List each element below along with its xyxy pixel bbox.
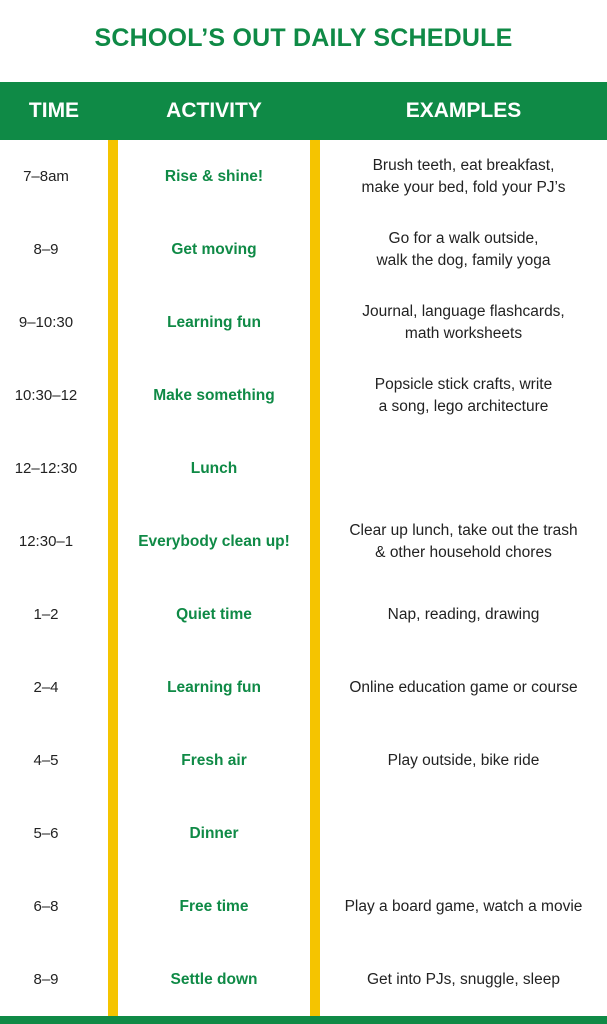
row-examples: Journal, language flashcards, math worksheets [362, 302, 565, 342]
row-activity: Everybody clean up! [138, 532, 290, 550]
row-activity: Get moving [171, 240, 257, 258]
row-time: 9–10:30 [18, 314, 74, 331]
row-examples: Play a board game, watch a movie [344, 897, 583, 915]
divider-right [310, 140, 320, 1016]
row-examples: Popsicle stick crafts, write a song, lego architecture [374, 375, 553, 415]
table-row [0, 797, 607, 870]
row-time: 12–12:30 [14, 460, 78, 477]
row-activity: Rise & shine! [164, 167, 264, 185]
row-activity: Learning fun [167, 678, 261, 696]
row-time: 10:30–12 [14, 387, 78, 404]
table-row [0, 140, 607, 213]
schedule-rows [0, 140, 607, 1016]
table-row [0, 286, 607, 359]
row-time: 8–9 [33, 241, 59, 258]
row-activity: Learning fun [167, 313, 261, 331]
table-row [0, 943, 607, 1016]
page-title: SCHOOL’S OUT DAILY SCHEDULE [94, 24, 513, 52]
table-row [0, 651, 607, 724]
row-time: 6–8 [33, 898, 59, 915]
row-activity: Make something [153, 386, 275, 404]
row-activity: Lunch [190, 459, 238, 477]
row-activity: Quiet time [176, 605, 252, 623]
table-row [0, 724, 607, 797]
header-time: TIME [28, 99, 80, 122]
row-examples [320, 797, 607, 870]
bottom-bar [0, 1016, 607, 1024]
table-row [0, 578, 607, 651]
row-activity: Dinner [189, 824, 239, 842]
row-examples: Clear up lunch, take out the trash & other household chores [349, 521, 578, 561]
row-examples: Go for a walk outside, walk the dog, family yoga [376, 229, 551, 269]
row-examples: Nap, reading, drawing [387, 605, 540, 623]
row-time: 4–5 [33, 752, 59, 769]
table-row [0, 359, 607, 432]
row-examples: Play outside, bike ride [387, 751, 540, 769]
table-header [0, 82, 607, 140]
row-activity: Fresh air [181, 751, 247, 769]
row-time: 5–6 [33, 825, 59, 842]
header-activity: ACTIVITY [166, 99, 262, 122]
row-examples: Brush teeth, eat breakfast, make your bed, fold your PJ’s [361, 156, 566, 196]
table-row [0, 505, 607, 578]
row-time: 8–9 [33, 971, 59, 988]
divider-left [108, 140, 118, 1016]
row-time: 12:30–1 [18, 533, 74, 550]
row-examples [320, 432, 607, 505]
row-time: 7–8am [23, 168, 69, 185]
table-row [0, 870, 607, 943]
row-examples: Get into PJs, snuggle, sleep [366, 970, 560, 988]
header-examples: EXAMPLES [405, 99, 522, 122]
row-time: 2–4 [33, 679, 59, 696]
row-examples: Online education game or course [349, 678, 578, 696]
row-time: 1–2 [33, 606, 59, 623]
row-activity: Free time [179, 897, 249, 915]
table-row [0, 213, 607, 286]
table-row [0, 432, 607, 505]
row-activity: Settle down [170, 970, 258, 988]
